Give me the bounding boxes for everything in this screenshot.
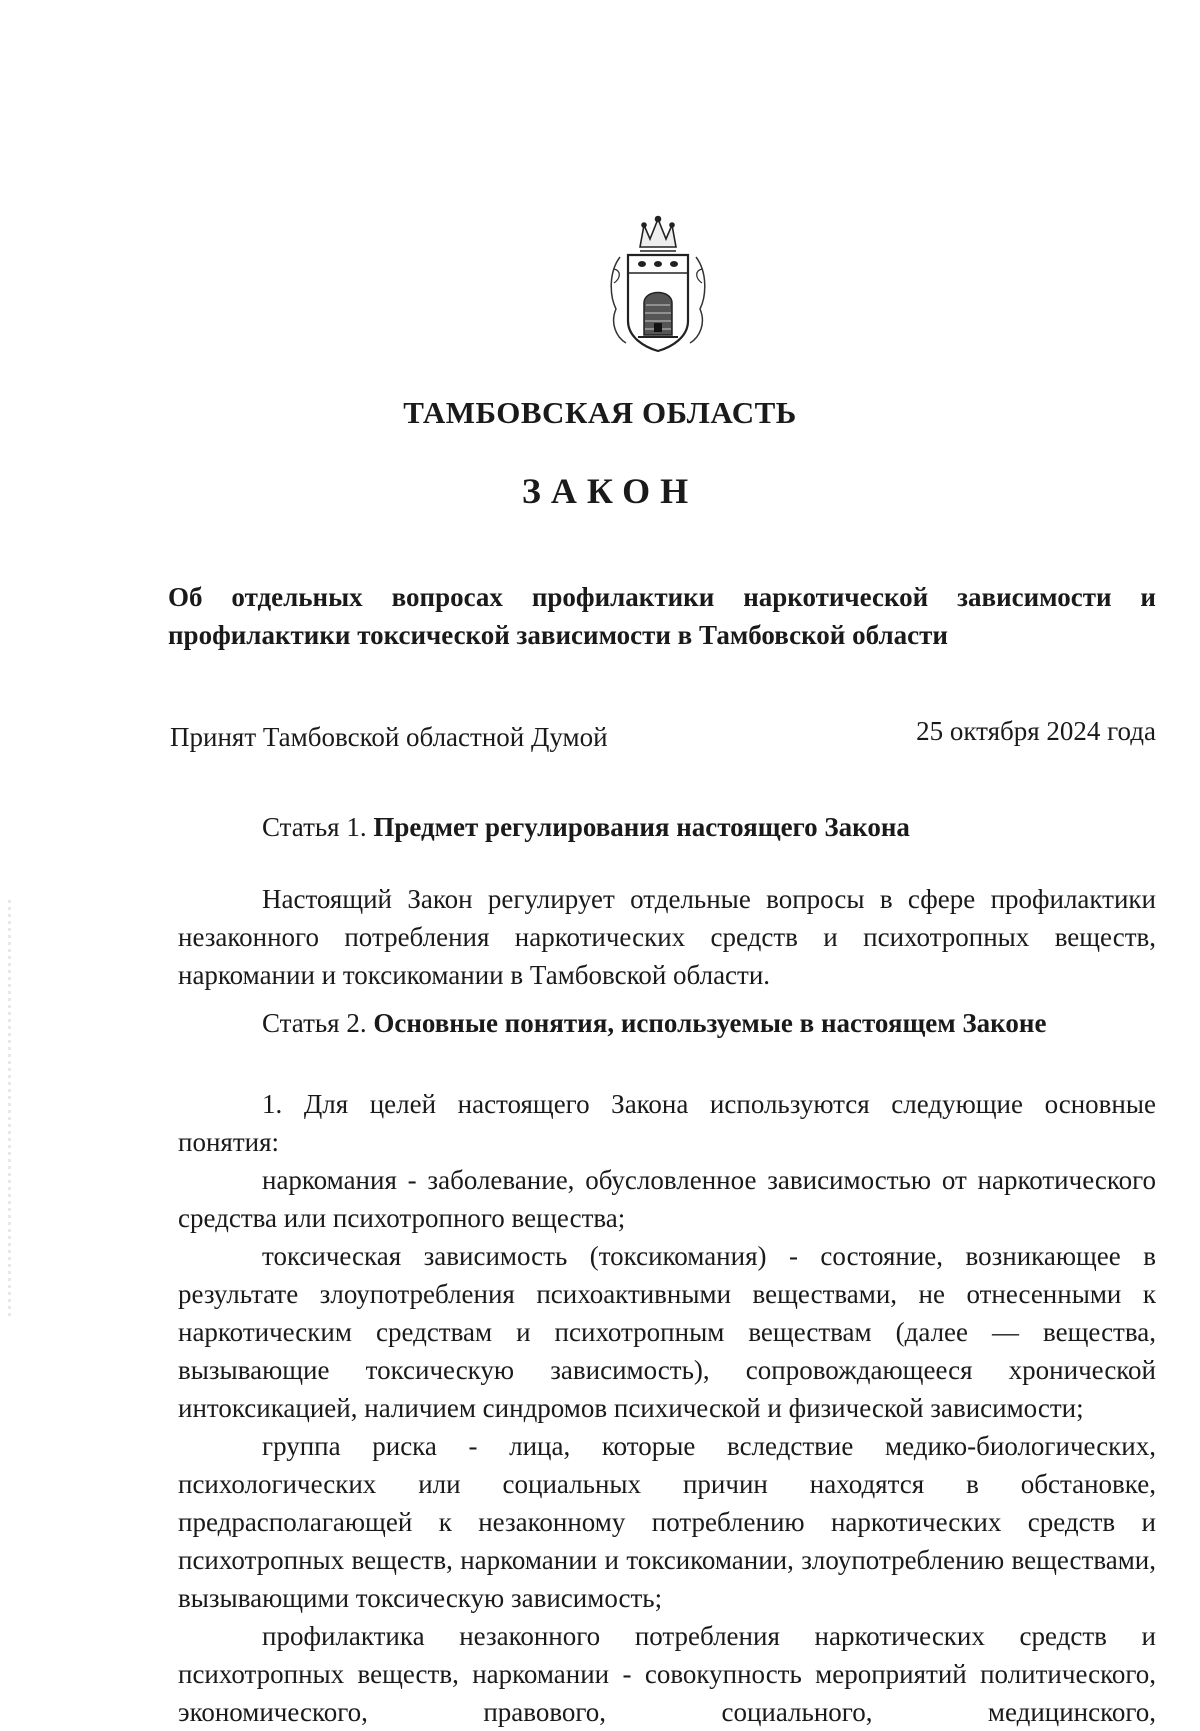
adoption-line	[170, 716, 1156, 753]
article-1-title: Предмет регулирования настоящего Закона	[373, 812, 910, 842]
law-title: Об отдельных вопросах профилактики наркотической зависимости и профилактики токсической зависимости в Тамбовской области	[168, 582, 1156, 650]
coat-of-arms-emblem	[606, 213, 710, 355]
adoption-date: 25 октября 2024 года	[916, 716, 1156, 746]
article-2-title: Основные понятия, используемые в настоящем Законе	[373, 1008, 1047, 1038]
definition-item: группа риска - лица, которые вследствие медико-биологических, психологических или социальных причин находятся в обстановке, предрасполагающей к незаконному потреблению наркотических средств и психотропных веществ, наркомании и токсикомании, злоупотреблению веществами, вызывающими токсическую зависимость;	[178, 1431, 1156, 1613]
article-2-label: Статья 2.	[262, 1008, 367, 1038]
definition-item: токсическая зависимость (токсикомания) - состояние, возникающее в результате злоупотребления психоактивными веществами, не отнесенными к наркотическим средствам и психотропным веществам (далее — вещества, вызывающие токсическую зависимость), сопровождающееся хронической интоксикацией, наличием синдромов психической и физической зависимости;	[178, 1241, 1156, 1423]
region-name: ТАМБОВСКАЯ ОБЛАСТЬ	[403, 395, 797, 430]
article-2-heading	[262, 1008, 1156, 1039]
definition-item: наркомания - заболевание, обусловленное зависимостью от наркотического средства или психотропного вещества;	[178, 1165, 1156, 1233]
article-2-intro: 1. Для целей настоящего Закона используются следующие основные понятия:	[178, 1089, 1156, 1157]
article-1-text: Настоящий Закон регулирует отдельные вопросы в сфере профилактики незаконного потребления наркотических средств и психотропных веществ, наркомании и токсикомании в Тамбовской области.	[178, 884, 1156, 990]
adopting-body: Принят Тамбовской областной Думой	[170, 722, 608, 752]
scan-artifact	[8, 900, 11, 1320]
article-1-label: Статья 1.	[262, 812, 367, 842]
article-2-body	[178, 1085, 1156, 1731]
document-type: ЗАКОН	[521, 471, 699, 511]
definition-item: профилактика незаконного потребления наркотических средств и психотропных веществ, наркомании - совокупность мероприятий политического, экономического, правового, социального, медицинского,	[178, 1621, 1156, 1727]
article-1-heading	[262, 812, 1156, 843]
